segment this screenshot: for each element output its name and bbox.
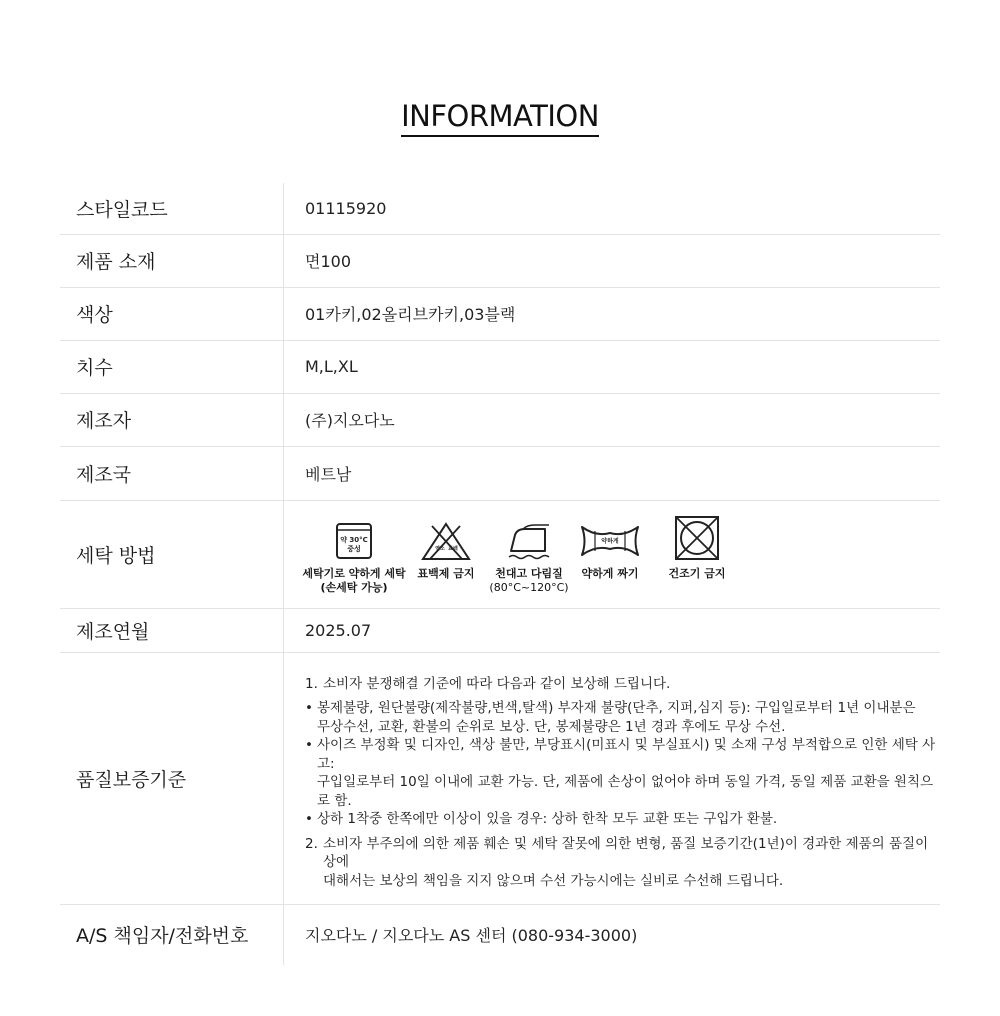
iron-icon bbox=[505, 521, 553, 561]
quality-item-1 bbox=[305, 675, 940, 694]
bleach-symbol-b: 표백 bbox=[448, 546, 458, 552]
row-quality bbox=[60, 652, 940, 905]
wash-item-dryer bbox=[658, 521, 736, 581]
row-material bbox=[60, 234, 940, 287]
quality-num-1: 1. bbox=[305, 675, 318, 692]
label-size: 치수 bbox=[60, 340, 284, 393]
row-manufacturer bbox=[60, 393, 940, 446]
wash-icons bbox=[302, 505, 940, 603]
row-color bbox=[60, 287, 940, 340]
quality-bullet-1: • 봉제불량, 원단불량(제작불량,변색,탈색) 부자재 불량(단추, 지퍼,심지 등): 구입일로부터 1년 이내분은 무상수선, 교환, 환불의 순위로 보상. 단, 봉제불량은 1년 경과 후에도 무상 수선. bbox=[305, 700, 916, 735]
bleach-symbol-a: 염소 bbox=[435, 546, 445, 552]
label-date: 제조연월 bbox=[60, 608, 284, 652]
label-quality: 품질보증기준 bbox=[60, 652, 284, 905]
no-tumble-dry-icon bbox=[674, 515, 720, 561]
value-as: 지오다노 / 지오다노 AS 센터 (080-934-3000) bbox=[305, 926, 638, 946]
value-style-code: 01115920 bbox=[284, 183, 941, 234]
label-style-code: 스타일코드 bbox=[60, 183, 284, 234]
row-date bbox=[60, 608, 940, 652]
value-manufacturer: (주)지오다노 bbox=[284, 393, 941, 446]
wash-item-bleach bbox=[410, 521, 482, 581]
quality-bullet-1a: 봉제불량, 원단불량(제작불량,변색,탈색) 부자재 불량(단추, 지퍼,심지 등): 구입일로부터 1년 이내분은 bbox=[317, 700, 916, 716]
quality-text-2a: 소비자 부주의에 의한 제품 훼손 및 세탁 잘못에 의한 변형, 품질 보증기간(1년)이 경과한 제품의 품질이상에 bbox=[323, 835, 929, 870]
quality-text-2b: 대해서는 보상의 책임을 지지 않으며 수선 가능시에는 실비로 수선해 드립니다. bbox=[323, 872, 784, 889]
washtub-30c-icon bbox=[334, 521, 374, 561]
value-material: 면100 bbox=[284, 234, 941, 287]
quality-bullet-2a: 사이즈 부정확 및 디자인, 색상 불만, 부당표시(미표시 및 부실표시) 및 소재 구성 부적합으로 인한 세탁 사고: bbox=[317, 737, 936, 772]
wash-symbol-temp: 약 30°C bbox=[340, 536, 368, 544]
wash-item-wring bbox=[574, 521, 646, 581]
wash-caption-2: 표백제 금지 bbox=[417, 567, 475, 580]
no-bleach-icon bbox=[420, 521, 472, 561]
value-country: 베트남 bbox=[284, 446, 941, 500]
label-color: 색상 bbox=[60, 287, 284, 340]
wring-symbol: 약하게 bbox=[601, 538, 619, 545]
info-table bbox=[60, 183, 940, 965]
quality-bullet-3: • 상하 1착중 한쪽에만 이상이 있을 경우: 상하 한착 모두 교환 또는 구입가 환불. bbox=[305, 811, 778, 827]
wash-caption-3a: 천대고 다림질 bbox=[495, 567, 563, 580]
value-size: M,L,XL bbox=[284, 340, 941, 393]
wash-item-machine bbox=[302, 521, 406, 595]
quality-bullet-3a: 상하 1착중 한쪽에만 이상이 있을 경우: 상하 한착 모두 교환 또는 구입가 환불. bbox=[317, 811, 778, 827]
value-washing bbox=[284, 500, 941, 608]
wash-caption-1b: (손세탁 가능) bbox=[320, 581, 388, 594]
row-size bbox=[60, 340, 940, 393]
quality-bullet-2: • 사이즈 부정확 및 디자인, 색상 불만, 부당표시(미표시 및 부실표시) 및 소재 구성 부적합으로 인한 세탁 사고: 구입일로부터 10일 이내에 교환 가능. 단, 제품에 손상이 없어야 하며 동일 가격, 동일 제품 교환을 원칙으로 함. bbox=[305, 736, 940, 810]
page-title: INFORMATION bbox=[401, 98, 599, 137]
label-washing: 세탁 방법 bbox=[60, 500, 284, 608]
row-washing bbox=[60, 500, 940, 608]
wring-gently-icon bbox=[579, 521, 641, 561]
value-color: 01카키,02올리브카키,03블랙 bbox=[284, 287, 941, 340]
row-as bbox=[60, 905, 940, 965]
wash-item-iron bbox=[488, 521, 570, 595]
wash-symbol-neutral: 중성 bbox=[347, 545, 361, 553]
label-material: 제품 소재 bbox=[60, 234, 284, 287]
value-quality bbox=[284, 652, 941, 905]
title-wrap bbox=[0, 98, 1000, 137]
label-as: A/S 책임자/전화번호 bbox=[60, 905, 284, 965]
label-country: 제조국 bbox=[60, 446, 284, 500]
quality-bullet-1b: 무상수선, 교환, 환불의 순위로 보상. 단, 봉제불량은 1년 경과 후에도 무상 수선. bbox=[317, 718, 786, 735]
label-manufacturer: 제조자 bbox=[60, 393, 284, 446]
quality-text-1: 소비자 분쟁해결 기준에 따라 다음과 같이 보상해 드립니다. bbox=[323, 675, 671, 692]
quality-text bbox=[305, 653, 940, 905]
row-style-code bbox=[60, 183, 940, 234]
quality-item-2 bbox=[305, 835, 940, 891]
wash-caption-4: 약하게 짜기 bbox=[581, 567, 639, 580]
wash-caption-3b: (80°C~120°C) bbox=[489, 581, 569, 594]
wash-caption-1a: 세탁기로 약하게 세탁 bbox=[302, 567, 406, 580]
quality-num-2: 2. bbox=[305, 835, 318, 852]
row-country bbox=[60, 446, 940, 500]
quality-bullet-2b: 구입일로부터 10일 이내에 교환 가능. 단, 제품에 손상이 없어야 하며 동일 가격, 동일 제품 교환을 원칙으로 함. bbox=[317, 774, 934, 809]
wash-caption-5: 건조기 금지 bbox=[668, 567, 726, 580]
value-date: 2025.07 bbox=[284, 608, 941, 652]
